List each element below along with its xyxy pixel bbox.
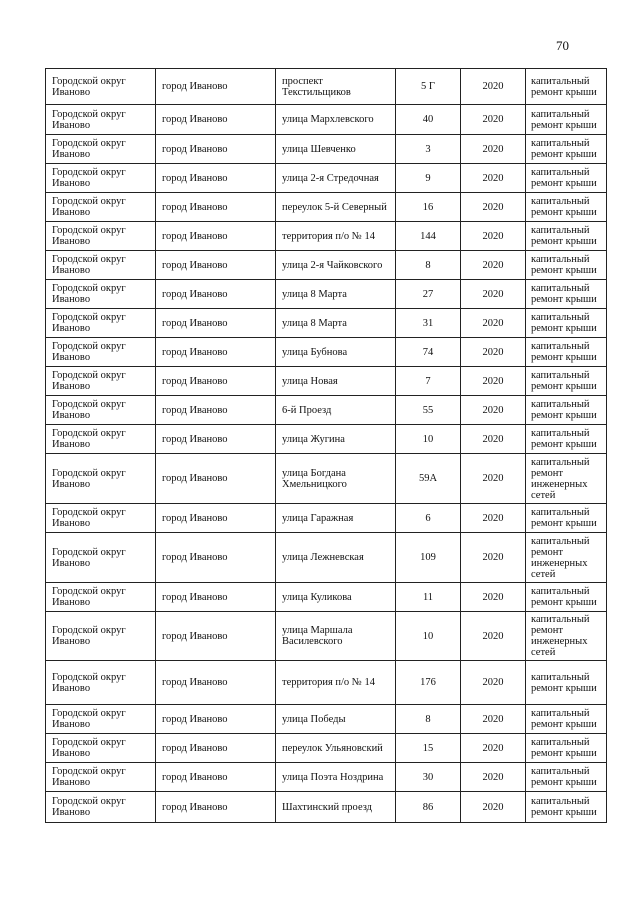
work-type-cell: капитальный ремонт крыши	[526, 504, 607, 533]
table-row	[46, 533, 607, 583]
roof-repair-table	[45, 68, 607, 823]
street-cell: улица Маршала Василевского	[276, 612, 396, 661]
district-cell: Городской округ Иваново	[46, 69, 156, 105]
year-cell: 2020	[461, 612, 526, 661]
street-cell: улица Победы	[276, 705, 396, 734]
work-type-cell: капитальный ремонт крыши	[526, 105, 607, 135]
work-type-cell: капитальный ремонт крыши	[526, 222, 607, 251]
house-number-cell: 7	[396, 367, 461, 396]
street-cell: улица Поэта Ноздрина	[276, 763, 396, 792]
work-type-cell: капитальный ремонт крыши	[526, 193, 607, 222]
district-cell: Городской округ Иваново	[46, 164, 156, 193]
street-cell: улица 8 Марта	[276, 280, 396, 309]
street-cell: территория п/о № 14	[276, 222, 396, 251]
city-cell: город Иваново	[156, 705, 276, 734]
house-number-cell: 176	[396, 661, 461, 705]
house-number-cell: 55	[396, 396, 461, 425]
district-cell: Городской округ Иваново	[46, 251, 156, 280]
district-cell: Городской округ Иваново	[46, 454, 156, 504]
house-number-cell: 5 Г	[396, 69, 461, 105]
table-row	[46, 792, 607, 823]
year-cell: 2020	[461, 533, 526, 583]
house-number-cell: 30	[396, 763, 461, 792]
house-number-cell: 86	[396, 792, 461, 823]
page-number: 70	[556, 38, 569, 53]
work-type-cell: капитальный ремонт инженерных сетей	[526, 454, 607, 504]
year-cell: 2020	[461, 454, 526, 504]
district-cell: Городской округ Иваново	[46, 705, 156, 734]
table-row	[46, 583, 607, 612]
year-cell: 2020	[461, 135, 526, 164]
table-row	[46, 396, 607, 425]
table-row	[46, 105, 607, 135]
city-cell: город Иваново	[156, 338, 276, 367]
district-cell: Городской округ Иваново	[46, 280, 156, 309]
table-row	[46, 612, 607, 661]
year-cell: 2020	[461, 425, 526, 454]
house-number-cell: 27	[396, 280, 461, 309]
house-number-cell: 144	[396, 222, 461, 251]
work-type-cell: капитальный ремонт крыши	[526, 280, 607, 309]
house-number-cell: 40	[396, 105, 461, 135]
work-type-cell: капитальный ремонт крыши	[526, 661, 607, 705]
district-cell: Городской округ Иваново	[46, 425, 156, 454]
district-cell: Городской округ Иваново	[46, 135, 156, 164]
street-cell: улица Гаражная	[276, 504, 396, 533]
city-cell: город Иваново	[156, 763, 276, 792]
house-number-cell: 3	[396, 135, 461, 164]
table-row	[46, 135, 607, 164]
house-number-cell: 10	[396, 612, 461, 661]
work-type-cell: капитальный ремонт крыши	[526, 309, 607, 338]
city-cell: город Иваново	[156, 504, 276, 533]
work-type-cell: капитальный ремонт инженерных сетей	[526, 612, 607, 661]
year-cell: 2020	[461, 251, 526, 280]
year-cell: 2020	[461, 164, 526, 193]
street-cell: улица Богдана Хмельницкого	[276, 454, 396, 504]
house-number-cell: 6	[396, 504, 461, 533]
year-cell: 2020	[461, 763, 526, 792]
house-number-cell: 11	[396, 583, 461, 612]
work-type-cell: капитальный ремонт крыши	[526, 396, 607, 425]
table-row	[46, 661, 607, 705]
house-number-cell: 59А	[396, 454, 461, 504]
city-cell: город Иваново	[156, 612, 276, 661]
district-cell: Городской округ Иваново	[46, 612, 156, 661]
street-cell: проспект Текстильщиков	[276, 69, 396, 105]
street-cell: улица Лежневская	[276, 533, 396, 583]
work-type-cell: капитальный ремонт крыши	[526, 135, 607, 164]
year-cell: 2020	[461, 280, 526, 309]
city-cell: город Иваново	[156, 533, 276, 583]
street-cell: Шахтинский проезд	[276, 792, 396, 823]
house-number-cell: 15	[396, 734, 461, 763]
table-row	[46, 251, 607, 280]
street-cell: 6-й Проезд	[276, 396, 396, 425]
table-row	[46, 367, 607, 396]
year-cell: 2020	[461, 661, 526, 705]
table-row	[46, 280, 607, 309]
city-cell: город Иваново	[156, 251, 276, 280]
district-cell: Городской округ Иваново	[46, 338, 156, 367]
year-cell: 2020	[461, 367, 526, 396]
city-cell: город Иваново	[156, 454, 276, 504]
work-type-cell: капитальный ремонт крыши	[526, 734, 607, 763]
year-cell: 2020	[461, 504, 526, 533]
table-row	[46, 164, 607, 193]
table-row	[46, 454, 607, 504]
street-cell: улица Куликова	[276, 583, 396, 612]
table-row	[46, 222, 607, 251]
work-type-cell: капитальный ремонт крыши	[526, 425, 607, 454]
work-type-cell: капитальный ремонт крыши	[526, 69, 607, 105]
city-cell: город Иваново	[156, 309, 276, 338]
city-cell: город Иваново	[156, 661, 276, 705]
house-number-cell: 8	[396, 251, 461, 280]
street-cell: улица 2-я Чайковского	[276, 251, 396, 280]
city-cell: город Иваново	[156, 367, 276, 396]
house-number-cell: 74	[396, 338, 461, 367]
house-number-cell: 31	[396, 309, 461, 338]
street-cell: улица Мархлевского	[276, 105, 396, 135]
district-cell: Городской округ Иваново	[46, 504, 156, 533]
city-cell: город Иваново	[156, 583, 276, 612]
table-row	[46, 734, 607, 763]
table-row	[46, 338, 607, 367]
table-row	[46, 193, 607, 222]
street-cell: улица Новая	[276, 367, 396, 396]
year-cell: 2020	[461, 396, 526, 425]
year-cell: 2020	[461, 583, 526, 612]
city-cell: город Иваново	[156, 222, 276, 251]
work-type-cell: капитальный ремонт крыши	[526, 583, 607, 612]
work-type-cell: капитальный ремонт крыши	[526, 164, 607, 193]
district-cell: Городской округ Иваново	[46, 222, 156, 251]
house-number-cell: 16	[396, 193, 461, 222]
district-cell: Городской округ Иваново	[46, 193, 156, 222]
table-row	[46, 504, 607, 533]
city-cell: город Иваново	[156, 135, 276, 164]
district-cell: Городской округ Иваново	[46, 734, 156, 763]
district-cell: Городской округ Иваново	[46, 105, 156, 135]
house-number-cell: 10	[396, 425, 461, 454]
table-row	[46, 69, 607, 105]
street-cell: улица 8 Марта	[276, 309, 396, 338]
city-cell: город Иваново	[156, 425, 276, 454]
house-number-cell: 109	[396, 533, 461, 583]
street-cell: улица 2-я Стредочная	[276, 164, 396, 193]
city-cell: город Иваново	[156, 792, 276, 823]
year-cell: 2020	[461, 105, 526, 135]
work-type-cell: капитальный ремонт крыши	[526, 792, 607, 823]
district-cell: Городской округ Иваново	[46, 396, 156, 425]
work-type-cell: капитальный ремонт крыши	[526, 763, 607, 792]
table-row	[46, 763, 607, 792]
city-cell: город Иваново	[156, 734, 276, 763]
city-cell: город Иваново	[156, 280, 276, 309]
city-cell: город Иваново	[156, 164, 276, 193]
table-row	[46, 309, 607, 338]
street-cell: улица Бубнова	[276, 338, 396, 367]
street-cell: улица Шевченко	[276, 135, 396, 164]
street-cell: территория п/о № 14	[276, 661, 396, 705]
year-cell: 2020	[461, 734, 526, 763]
district-cell: Городской округ Иваново	[46, 792, 156, 823]
work-type-cell: капитальный ремонт крыши	[526, 367, 607, 396]
year-cell: 2020	[461, 705, 526, 734]
work-type-cell: капитальный ремонт крыши	[526, 338, 607, 367]
work-type-cell: капитальный ремонт инженерных сетей	[526, 533, 607, 583]
district-cell: Городской округ Иваново	[46, 309, 156, 338]
street-cell: улица Жугина	[276, 425, 396, 454]
house-number-cell: 8	[396, 705, 461, 734]
work-type-cell: капитальный ремонт крыши	[526, 251, 607, 280]
house-number-cell: 9	[396, 164, 461, 193]
district-cell: Городской округ Иваново	[46, 533, 156, 583]
street-cell: переулок Ульяновский	[276, 734, 396, 763]
district-cell: Городской округ Иваново	[46, 367, 156, 396]
year-cell: 2020	[461, 69, 526, 105]
table-row	[46, 425, 607, 454]
year-cell: 2020	[461, 338, 526, 367]
year-cell: 2020	[461, 792, 526, 823]
year-cell: 2020	[461, 309, 526, 338]
table-row	[46, 705, 607, 734]
year-cell: 2020	[461, 193, 526, 222]
district-cell: Городской округ Иваново	[46, 763, 156, 792]
city-cell: город Иваново	[156, 193, 276, 222]
city-cell: город Иваново	[156, 69, 276, 105]
district-cell: Городской округ Иваново	[46, 661, 156, 705]
year-cell: 2020	[461, 222, 526, 251]
work-type-cell: капитальный ремонт крыши	[526, 705, 607, 734]
district-cell: Городской округ Иваново	[46, 583, 156, 612]
city-cell: город Иваново	[156, 105, 276, 135]
city-cell: город Иваново	[156, 396, 276, 425]
street-cell: переулок 5-й Северный	[276, 193, 396, 222]
